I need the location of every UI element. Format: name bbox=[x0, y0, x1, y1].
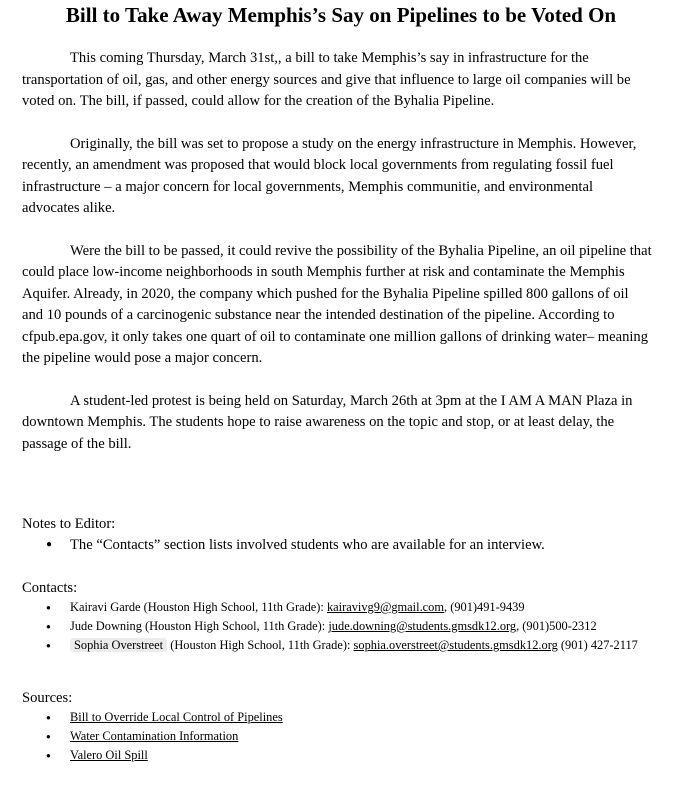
contact-name-chip[interactable]: Sophia Overstreet bbox=[70, 638, 167, 652]
contacts-list bbox=[22, 598, 662, 655]
notes-list bbox=[22, 534, 662, 556]
contact-detail: (Houston High School, 11th Grade): bbox=[141, 619, 329, 633]
contact-item bbox=[22, 617, 662, 636]
contact-email-link[interactable]: jude.downing@students.gmsdk12.org bbox=[328, 619, 517, 633]
contact-detail: (Houston High School, 11th Grade): bbox=[140, 600, 327, 614]
contact-phone: , (901)491-9439 bbox=[444, 600, 525, 614]
contact-item bbox=[22, 636, 662, 655]
contact-phone: , (901)500-2312 bbox=[516, 619, 597, 633]
sources-section bbox=[22, 688, 662, 765]
notes-item: ● The “Contacts” section lists involved students who are available for an interview. bbox=[22, 534, 662, 556]
source-item bbox=[22, 727, 662, 746]
source-item bbox=[22, 708, 662, 727]
contact-item bbox=[22, 598, 662, 617]
source-link[interactable]: Bill to Override Local Control of Pipelines bbox=[70, 710, 283, 724]
contact-detail: (Houston High School, 11th Grade): bbox=[167, 638, 354, 652]
page-title: Bill to Take Away Memphis’s Say on Pipelines to be Voted On bbox=[65, 3, 617, 27]
contact-email-link[interactable]: kairavivg9@gmail.com bbox=[326, 600, 444, 614]
source-link[interactable]: Valero Oil Spill bbox=[70, 748, 148, 762]
paragraph-2: Originally, the bill was set to propose a study on the energy infrastructure in Memphis. However, recently, an amendment was proposed that would block local governments from regulating fossil fuel infrastructure – a major concern for local governments, Memphis communitie, and environmental advocates alike. bbox=[22, 135, 637, 216]
contacts-section bbox=[22, 578, 662, 655]
notes-label: Notes to Editor: bbox=[22, 516, 116, 532]
contact-phone: (901) 427-2117 bbox=[557, 638, 638, 652]
contact-email-link[interactable]: sophia.overstreet@students.gmsdk12.org bbox=[353, 638, 558, 652]
contact-name: Jude Downing bbox=[70, 619, 142, 633]
contact-name: Kairavi Garde bbox=[70, 600, 141, 614]
notes-section bbox=[22, 514, 662, 556]
source-item bbox=[22, 746, 662, 765]
paragraph-3: Were the bill to be passed, it could revive the possibility of the Byhalia Pipeline, an oil pipeline that could place low-income neighborhoods in south Memphis further at risk and contaminate the Memphis Aquifer. Already, in 2020, the company which pushed for the Byhalia Pipeline spilled 800 gallons of oil and 10 pounds of a carcinogenic substance near the intended destination of the pipeline. According to cfpub.epa.gov, it only takes one quart of oil to contaminate one million gallons of drinking water– meaning the pipeline would pose a major concern. bbox=[22, 242, 652, 366]
source-link[interactable]: Water Contamination Information bbox=[70, 729, 239, 743]
paragraph-4: A student-led protest is being held on Saturday, March 26th at 3pm at the I AM A MAN Plaza in downtown Memphis. The students hope to raise awareness on the topic and stop, or at least delay, the passage of the bill. bbox=[22, 392, 633, 452]
contacts-label: Contacts: bbox=[22, 580, 78, 596]
sources-list bbox=[22, 708, 662, 765]
article-body bbox=[22, 48, 652, 476]
paragraph-1: This coming Thursday, March 31st,, a bill to take Memphis’s say in infrastructure for the transportation of oil, gas, and other energy sources and give that influence to large oil companies will be voted on. The bill, if passed, could allow for the creation of the Byhalia Pipeline. bbox=[22, 50, 631, 109]
sources-label: Sources: bbox=[22, 690, 73, 706]
